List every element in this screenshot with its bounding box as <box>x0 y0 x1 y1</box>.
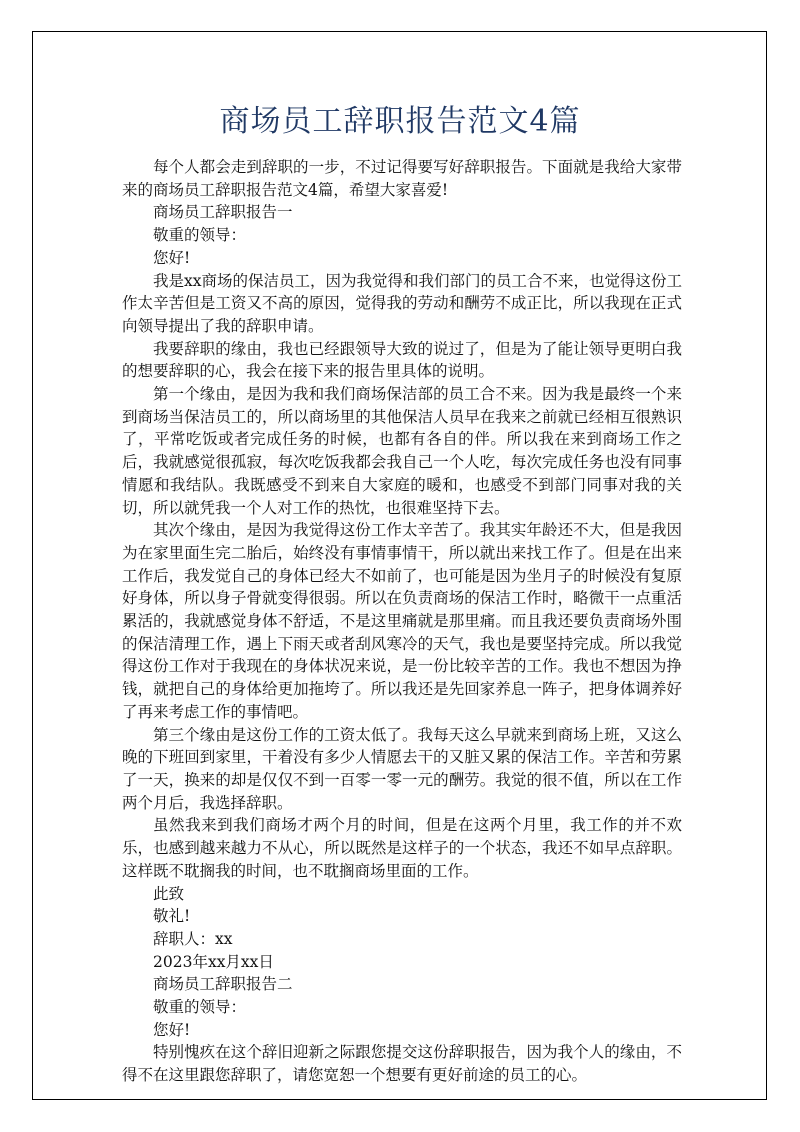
document-title: 商场员工辞职报告范文4篇 <box>219 104 581 139</box>
closing-line: 此致 <box>153 884 185 903</box>
greeting: 您好! <box>153 1020 191 1039</box>
closing-line: 敬礼! <box>153 907 191 926</box>
body-paragraph: 第三个缘由是这份工作的工资太低了。我每天这么早就来到商场上班，又这么晚的下班回到家里，干着没有多少人情愿去干的又脏又累的保洁工作。辛苦和劳累了一天，换来的却是仅仅不到一百零一零一元的酬劳。我觉的很不值，所以在工作两个月后，我选择辞职。 <box>122 725 682 812</box>
body-paragraph: 虽然我来到我们商场才两个月的时间，但是在这两个月里，我工作的并不欢乐，也感到越来越力不从心，所以既然是这样子的一个状态，我还不如早点辞职。这样既不耽搁我的时间，也不耽搁商场里面的工作。 <box>122 816 682 880</box>
salutation: 敬重的领导： <box>153 998 247 1017</box>
body-paragraph: 我要辞职的缘由，我也已经跟领导大致的说过了，但是为了能让领导更明白我的想要辞职的心，我会在接下来的报告里具体的说明。 <box>122 339 682 381</box>
body-paragraph: 我是xx商场的保洁员工，因为我觉得和我们部门的员工合不来，也觉得这份工作太辛苦但是工资又不高的原因，觉得我的劳动和酬劳不成正比，所以我现在正式向领导提出了我的辞职申请。 <box>122 271 682 335</box>
section-heading-1: 商场员工辞职报告一 <box>153 203 293 222</box>
intro-paragraph: 每个人都会走到辞职的一步，不过记得要写好辞职报告。下面就是我给大家带来的商场员工辞职报告范文4篇，希望大家喜爱! <box>122 158 682 199</box>
section-heading-2: 商场员工辞职报告二 <box>153 975 293 994</box>
body-paragraph: 第一个缘由，是因为我和我们商场保洁部的员工合不来。因为我是最终一个来到商场当保洁员工的，所以商场里的其他保洁人员早在我来之前就已经相互很熟识了，平常吃饭或者完成任务的时候，也都有各自的伴。所以我在来到商场工作之后，我就感觉很孤寂，每次吃饭我都会我自己一个人吃，每次完成任务也没有同事情愿和我结队。我既感受不到来自大家庭的暖和，也感受不到部门同事对我的关切，所以就凭我一个人对工作的热忱，也很难坚持下去。 <box>122 385 682 517</box>
greeting: 您好! <box>153 248 191 267</box>
date-line: 2023年xx月xx日 <box>153 952 274 971</box>
salutation: 敬重的领导： <box>153 226 247 245</box>
signature-line: 辞职人：xx <box>153 929 233 948</box>
document-body <box>122 156 682 1087</box>
body-paragraph: 特别愧疚在这个辞旧迎新之际跟您提交这份辞职报告，因为我个人的缘由，不得不在这里跟您辞职了，请您宽恕一个想要有更好前途的员工的心。 <box>122 1043 682 1085</box>
body-paragraph: 其次个缘由，是因为我觉得这份工作太辛苦了。我其实年龄还不大，但是我因为在家里面生完二胎后，始终没有事情事情干，所以就出来找工作了。但是在出来工作后，我发觉自己的身体已经大不如前了，也可能是因为坐月子的时候没有复原好身体，所以身子骨就变得很弱。所以在负责商场的保洁工作时，略微干一点重活累活的，我就感觉身体不舒适，不是这里痛就是那里痛。而且我还要负责商场外围的保洁清理工作，遇上下雨天或者刮风寒冷的天气，我也是要坚持完成。所以我觉得这份工作对于我现在的身体状况来说，是一份比较辛苦的工作。我也不想因为挣钱，就把自己的身体给更加拖垮了。所以我还是先回家养息一阵子，把身体调养好了再来考虑工作的事情吧。 <box>122 521 682 721</box>
